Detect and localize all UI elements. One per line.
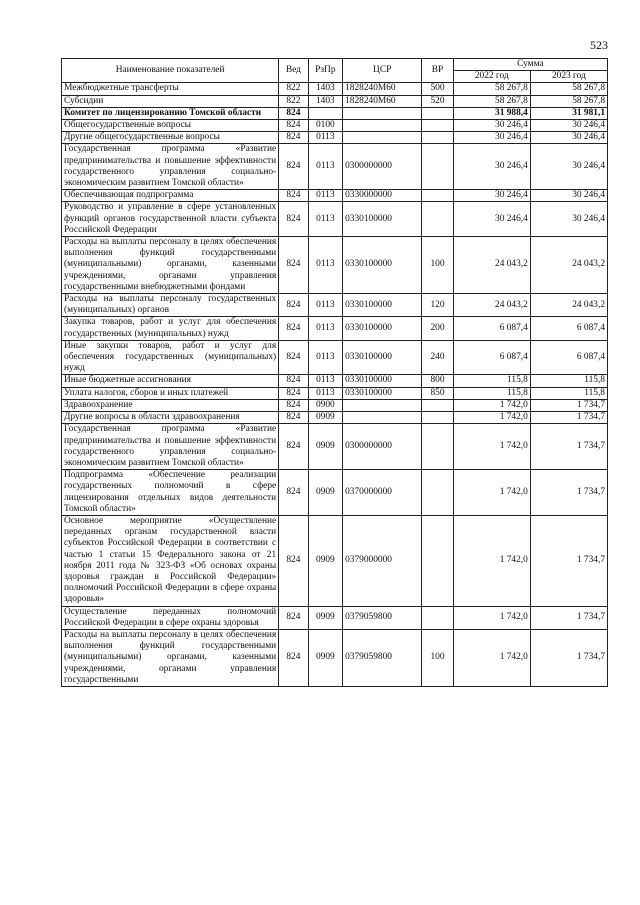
- row-sum-2022: 6 087,4: [453, 340, 530, 375]
- row-rzpr: 0909: [308, 629, 343, 686]
- row-csr: 0379059800: [343, 606, 422, 629]
- row-rzpr: 1403: [308, 95, 343, 107]
- row-rzpr: 0113: [308, 294, 343, 317]
- row-ved: 824: [279, 375, 308, 387]
- row-sum-2023: 1 734,7: [530, 424, 607, 470]
- row-csr: 0379000000: [343, 515, 422, 606]
- row-name: Подпрограмма «Обеспечение реализации государственных полномочий в сфере лицензирования отдельных видов деятельности Томской области»: [62, 470, 279, 516]
- row-rzpr: 0113: [308, 190, 343, 202]
- row-sum-2022: 30 246,4: [453, 132, 530, 144]
- row-rzpr: 0909: [308, 470, 343, 516]
- row-rzpr: 0113: [308, 202, 343, 237]
- row-sum-2023: 30 246,4: [530, 202, 607, 237]
- row-sum-2023: 30 246,4: [530, 132, 607, 144]
- header-vr: ВР: [422, 59, 453, 83]
- row-sum-2023: 115,8: [530, 387, 607, 399]
- row-sum-2022: 1 742,0: [453, 399, 530, 411]
- header-ved: Вед: [279, 59, 308, 83]
- row-ved: 824: [279, 515, 308, 606]
- row-sum-2022: 6 087,4: [453, 317, 530, 340]
- row-vr: 800: [422, 375, 453, 387]
- row-rzpr: 0113: [308, 317, 343, 340]
- row-rzpr: 0900: [308, 399, 343, 411]
- row-ved: 822: [279, 83, 308, 95]
- row-name: Расходы на выплаты персоналу в целях обеспечения выполнения функций государственными (муниципальными) органами, казенными учреждениями, органами управления государственными: [62, 629, 279, 686]
- row-vr: [422, 399, 453, 411]
- row-ved: 824: [279, 470, 308, 516]
- row-rzpr: 0113: [308, 237, 343, 294]
- row-name: Государственная программа «Развитие предпринимательства и повышение эффективности государственного управления социально-экономическим развитием Томской области»: [62, 424, 279, 470]
- row-rzpr: 0113: [308, 340, 343, 375]
- table-row: [62, 202, 608, 237]
- row-csr: [343, 412, 422, 424]
- row-rzpr: 0909: [308, 606, 343, 629]
- row-csr: 0330100000: [343, 375, 422, 387]
- row-csr: 0330100000: [343, 294, 422, 317]
- row-name: Общегосударственные вопросы: [62, 120, 279, 132]
- row-csr: 0300000000: [343, 424, 422, 470]
- row-sum-2023: 1 734,7: [530, 606, 607, 629]
- row-sum-2023: 1 734,7: [530, 515, 607, 606]
- row-csr: 1828240М60: [343, 95, 422, 107]
- row-sum-2022: 31 988,4: [453, 107, 530, 119]
- row-name: Расходы на выплаты персоналу государственных (муниципальных) органов: [62, 294, 279, 317]
- table-row: [62, 470, 608, 516]
- row-ved: 824: [279, 340, 308, 375]
- header-2023: 2023 год: [530, 71, 607, 83]
- row-rzpr: 0113: [308, 132, 343, 144]
- header-rzpr: РзПр: [308, 59, 343, 83]
- row-name: Иные закупки товаров, работ и услуг для обеспечения государственных (муниципальных) нужд: [62, 340, 279, 375]
- row-csr: 0330100000: [343, 340, 422, 375]
- row-sum-2022: 1 742,0: [453, 470, 530, 516]
- row-sum-2022: 1 742,0: [453, 629, 530, 686]
- row-rzpr: [308, 107, 343, 119]
- row-sum-2023: 1 734,7: [530, 399, 607, 411]
- row-ved: 824: [279, 120, 308, 132]
- row-name: Комитет по лицензированию Томской области: [62, 107, 279, 119]
- row-sum-2023: 24 043,2: [530, 294, 607, 317]
- row-name: Руководство и управление в сфере установленных функций органов государственной власти субъекта Российской Федерации: [62, 202, 279, 237]
- row-vr: [422, 412, 453, 424]
- row-csr: [343, 107, 422, 119]
- row-name: Здравоохранение: [62, 399, 279, 411]
- table-row: [62, 317, 608, 340]
- table-row: [62, 95, 608, 107]
- row-sum-2022: 1 742,0: [453, 606, 530, 629]
- row-rzpr: 1403: [308, 83, 343, 95]
- row-rzpr: 0909: [308, 515, 343, 606]
- row-vr: 120: [422, 294, 453, 317]
- row-csr: [343, 132, 422, 144]
- table-row: [62, 294, 608, 317]
- table-row: [62, 375, 608, 387]
- row-vr: 100: [422, 237, 453, 294]
- row-sum-2022: 30 246,4: [453, 202, 530, 237]
- row-sum-2022: 30 246,4: [453, 120, 530, 132]
- row-sum-2023: 6 087,4: [530, 340, 607, 375]
- row-vr: [422, 470, 453, 516]
- table-row: [62, 629, 608, 686]
- row-sum-2022: 115,8: [453, 387, 530, 399]
- row-rzpr: 0909: [308, 424, 343, 470]
- row-sum-2022: 30 246,4: [453, 190, 530, 202]
- row-vr: 240: [422, 340, 453, 375]
- table-row: [62, 144, 608, 190]
- row-sum-2022: 58 267,8: [453, 83, 530, 95]
- row-name: Основное мероприятие «Осуществление переданных органам государственной власти субъектов Российской Федерации в соответствии с частью 1 статьи 15 Федерального закона от 21 ноября 2011 года № 323-ФЗ «Об основах охраны здоровья граждан в Российской Федерации» полномочий Российской Федерации в сфере охраны здоровья»: [62, 515, 279, 606]
- row-name: Осуществление переданных полномочий Российской Федерации в сфере охраны здоровья: [62, 606, 279, 629]
- row-rzpr: 0909: [308, 412, 343, 424]
- row-ved: 824: [279, 412, 308, 424]
- row-sum-2022: 1 742,0: [453, 412, 530, 424]
- row-csr: [343, 120, 422, 132]
- row-ved: 824: [279, 107, 308, 119]
- row-ved: 824: [279, 399, 308, 411]
- row-vr: [422, 120, 453, 132]
- row-vr: [422, 515, 453, 606]
- row-name: Другие общегосударственные вопросы: [62, 132, 279, 144]
- row-vr: [422, 202, 453, 237]
- row-rzpr: 0100: [308, 120, 343, 132]
- table-row: [62, 340, 608, 375]
- table-row: [62, 132, 608, 144]
- row-ved: 824: [279, 606, 308, 629]
- row-ved: 824: [279, 387, 308, 399]
- row-ved: 822: [279, 95, 308, 107]
- row-sum-2022: 58 267,8: [453, 95, 530, 107]
- row-ved: 824: [279, 294, 308, 317]
- table-header: [62, 59, 608, 83]
- row-sum-2022: 1 742,0: [453, 515, 530, 606]
- row-sum-2022: 1 742,0: [453, 424, 530, 470]
- row-csr: [343, 399, 422, 411]
- row-name: Обеспечивающая подпрограмма: [62, 190, 279, 202]
- row-sum-2023: 58 267,8: [530, 95, 607, 107]
- table-row: [62, 237, 608, 294]
- row-sum-2022: 24 043,2: [453, 294, 530, 317]
- row-rzpr: 0113: [308, 375, 343, 387]
- table-row: [62, 412, 608, 424]
- table-row: [62, 424, 608, 470]
- table-row: [62, 190, 608, 202]
- row-ved: 824: [279, 190, 308, 202]
- row-csr: 0300000000: [343, 144, 422, 190]
- table-row: [62, 120, 608, 132]
- row-vr: [422, 190, 453, 202]
- table-body: [62, 83, 608, 687]
- row-sum-2023: 1 734,7: [530, 470, 607, 516]
- table-row: [62, 107, 608, 119]
- row-name: Другие вопросы в области здравоохранения: [62, 412, 279, 424]
- row-sum-2023: 1 734,7: [530, 412, 607, 424]
- table-row: [62, 399, 608, 411]
- row-vr: 850: [422, 387, 453, 399]
- table-row: [62, 515, 608, 606]
- row-vr: 520: [422, 95, 453, 107]
- row-name: Уплата налогов, сборов и иных платежей: [62, 387, 279, 399]
- row-csr: 1828240М60: [343, 83, 422, 95]
- row-ved: 824: [279, 317, 308, 340]
- row-name: Расходы на выплаты персоналу в целях обеспечения выполнения функций государственными (муниципальными) органами, казенными учреждениями, органами управления государственными внебюджетными фондами: [62, 237, 279, 294]
- row-csr: 0330100000: [343, 202, 422, 237]
- row-name: Государственная программа «Развитие предпринимательства и повышение эффективности государственного управления социально-экономическим развитием Томской области»: [62, 144, 279, 190]
- row-csr: 0330100000: [343, 317, 422, 340]
- row-sum-2023: 30 246,4: [530, 144, 607, 190]
- row-csr: 0370000000: [343, 470, 422, 516]
- row-ved: 824: [279, 132, 308, 144]
- row-vr: [422, 144, 453, 190]
- table-row: [62, 387, 608, 399]
- row-sum-2023: 30 246,4: [530, 120, 607, 132]
- header-2022: 2022 год: [453, 71, 530, 83]
- row-ved: 824: [279, 237, 308, 294]
- header-csr: ЦСР: [343, 59, 422, 83]
- header-sum: Сумма: [453, 59, 607, 71]
- row-name: Межбюджетные трансферты: [62, 83, 279, 95]
- row-ved: 824: [279, 424, 308, 470]
- budget-table: [61, 58, 608, 687]
- row-name: Иные бюджетные ассигнования: [62, 375, 279, 387]
- row-sum-2023: 6 087,4: [530, 317, 607, 340]
- row-vr: 200: [422, 317, 453, 340]
- row-ved: 824: [279, 202, 308, 237]
- row-name: Закупка товаров, работ и услуг для обеспечения государственных (муниципальных) нужд: [62, 317, 279, 340]
- row-vr: 100: [422, 629, 453, 686]
- table-row: [62, 83, 608, 95]
- row-vr: 500: [422, 83, 453, 95]
- row-sum-2022: 30 246,4: [453, 144, 530, 190]
- row-ved: 824: [279, 144, 308, 190]
- row-rzpr: 0113: [308, 144, 343, 190]
- row-sum-2022: 24 043,2: [453, 237, 530, 294]
- row-csr: 0330000000: [343, 190, 422, 202]
- row-csr: 0330100000: [343, 237, 422, 294]
- row-ved: 824: [279, 629, 308, 686]
- row-vr: [422, 132, 453, 144]
- row-sum-2023: 115,8: [530, 375, 607, 387]
- row-sum-2023: 30 246,4: [530, 190, 607, 202]
- row-sum-2022: 115,8: [453, 375, 530, 387]
- row-sum-2023: 58 267,8: [530, 83, 607, 95]
- row-sum-2023: 1 734,7: [530, 629, 607, 686]
- row-sum-2023: 24 043,2: [530, 237, 607, 294]
- row-csr: 0330100000: [343, 387, 422, 399]
- row-csr: 0379059800: [343, 629, 422, 686]
- row-vr: [422, 424, 453, 470]
- row-sum-2023: 31 981,1: [530, 107, 607, 119]
- header-name: Наименование показателей: [62, 59, 279, 83]
- row-name: Субсидии: [62, 95, 279, 107]
- table-row: [62, 606, 608, 629]
- row-vr: [422, 107, 453, 119]
- row-vr: [422, 606, 453, 629]
- row-rzpr: 0113: [308, 387, 343, 399]
- page-number: 523: [590, 38, 608, 52]
